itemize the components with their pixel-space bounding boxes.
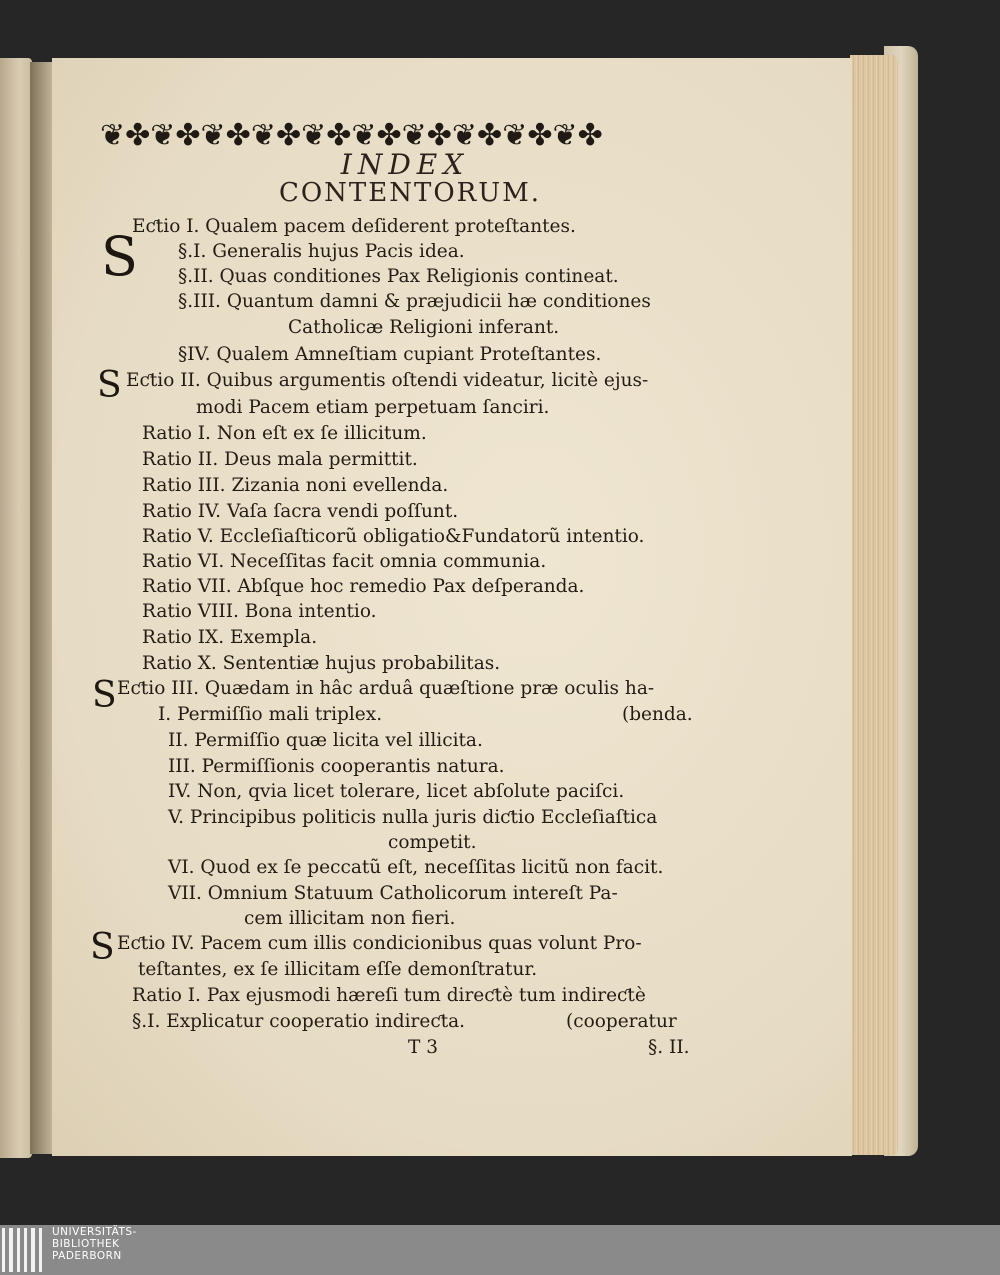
index-line: III. Permiſſionis cooperantis natura.: [168, 756, 505, 777]
index-line: Eƈtio II. Quibus argumentis oſtendi videatur, licitè ejus-: [126, 370, 649, 391]
index-line: Catholicæ Religioni inferant.: [288, 317, 560, 338]
logo-line-3: PADERBORN: [52, 1250, 122, 1262]
page-block-edges: [850, 55, 898, 1155]
dropcap-s-1: S: [101, 225, 138, 288]
index-line: Ratio III. Zizania noni evellenda.: [142, 475, 449, 496]
index-title: INDEX: [340, 148, 470, 181]
ornament-band: ❦✤❦✤❦✤❦✤❦✤❦✤❦✤❦✤❦✤❦✤: [100, 117, 603, 153]
index-line: teſtantes, ex ſe illicitam eſſe demonſtratur.: [138, 959, 538, 980]
index-line: Ratio VII. Abſque hoc remedio Pax deſperanda.: [142, 576, 585, 597]
dropcap-s-4: S: [90, 927, 115, 968]
index-line: IV. Non, qvia licet tolerare, licet abſolute paciſci.: [168, 781, 625, 802]
index-line: VII. Omnium Statuum Catholicorum intereſt Pa-: [168, 883, 618, 904]
index-line: Ratio IX. Exempla.: [142, 627, 318, 648]
index-line: Eƈtio I. Qualem pacem deſiderent proteſtantes.: [132, 216, 576, 237]
library-logo-text: [52, 1226, 192, 1262]
index-line: I. Permiſſio mali triplex.: [158, 704, 383, 725]
index-line: VI. Quod ex ſe peccatũ eſt, neceſſitas licitũ non facit.: [168, 857, 664, 878]
index-line: Ratio V. Eccleſiaſticorũ obligatio&Fundatorũ intentio.: [142, 526, 645, 547]
index-line: §.II. Quas conditiones Pax Religionis contineat.: [178, 266, 619, 287]
index-line: Ratio X. Sententiæ hujus probabilitas.: [142, 653, 501, 674]
index-line: Ratio II. Deus mala permittit.: [142, 449, 418, 470]
facing-page-edge: [0, 58, 32, 1158]
index-line: Ratio I. Pax ejusmodi hæreſi tum direƈtè tum indireƈtè: [132, 985, 646, 1006]
logo-line-1: UNIVERSITÄTS-: [52, 1226, 137, 1238]
logo-line-2: BIBLIOTHEK: [52, 1238, 120, 1250]
index-line: §.I. Generalis hujus Pacis idea.: [178, 241, 465, 262]
index-line: (benda.: [622, 704, 693, 725]
signature-mark: T 3: [408, 1037, 438, 1058]
index-line: V. Principibus politicis nulla juris diƈtio Eccleſiaſtica: [168, 807, 658, 828]
index-line: Eƈtio III. Quædam in hâc arduâ quæſtione præ oculis ha-: [117, 678, 655, 699]
index-line: modi Pacem etiam perpetuam ſanciri.: [196, 397, 550, 418]
index-subtitle: CONTENTORUM.: [278, 178, 542, 208]
index-line: cem illicitam non fieri.: [244, 908, 456, 929]
index-line: Ratio VIII. Bona intentio.: [142, 601, 377, 622]
index-line: §IV. Qualem Amneſtiam cupiant Proteſtantes.: [178, 344, 602, 365]
index-line: (cooperatur: [566, 1011, 677, 1032]
dropcap-s-2: S: [97, 365, 122, 406]
index-line: Eƈtio IV. Pacem cum illis condicionibus quas volunt Pro-: [117, 933, 642, 954]
index-line: Ratio I. Non eſt ex ſe illicitum.: [142, 423, 427, 444]
library-logo-icon: [2, 1228, 42, 1272]
index-line: II. Permiſſio quæ licita vel illicita.: [168, 730, 483, 751]
index-line: Ratio VI. Neceſſitas facit omnia communia.: [142, 551, 547, 572]
dropcap-s-3: S: [92, 675, 117, 716]
index-line: Ratio IV. Vaſa ſacra vendi poſſunt.: [142, 501, 459, 522]
index-line: §.III. Quantum damni & præjudicii hæ conditiones: [178, 291, 651, 312]
catchword: §. II.: [648, 1037, 690, 1058]
index-line: §.I. Explicatur cooperatio indireƈta.: [132, 1011, 466, 1032]
index-line: competit.: [388, 832, 477, 853]
